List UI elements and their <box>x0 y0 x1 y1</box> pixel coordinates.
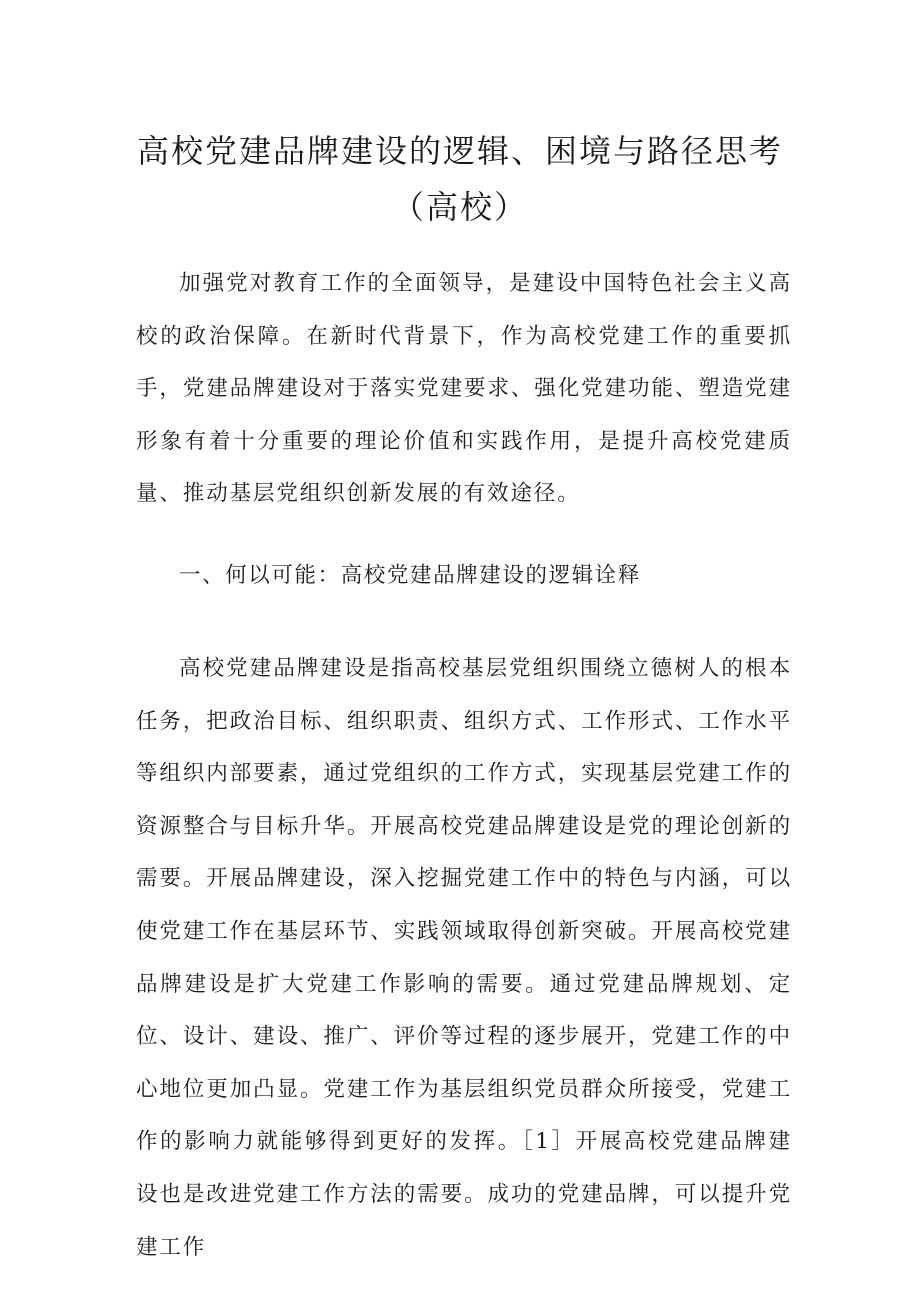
section-heading: 一、何以可能：高校党建品牌建设的逻辑诠释 <box>179 563 642 588</box>
document-subtitle: （高校） <box>391 188 528 226</box>
intro-paragraph: 加强党对教育工作的全面领导，是建设中国特色社会主义高校的政治保障。在新时代背景下，作为高校党建工作的重要抓手，党建品牌建设对于落实党建要求、强化党建功能、塑造党建形象有着十分重要的理论价值和实践作用，是提升高校党建质量、推动基层党组织创新发展的有效途径。 <box>136 271 792 507</box>
body-paragraph: 高校党建品牌建设是指高校基层党组织围绕立德树人的根本任务，把政治目标、组织职责、组织方式、工作形式、工作水平等组织内部要素，通过党组织的工作方式，实现基层党建工作的资源整合与目标升华。开展高校党建品牌建设是党的理论创新的需要。开展品牌建设，深入挖掘党建工作中的特色与内涵，可以使党建工作在基层环节、实践领域取得创新突破。开展高校党建品牌建设是扩大党建工作影响的需要。通过党建品牌规划、定位、设计、建设、推广、评价等过程的逐步展开，党建工作的中心地位更加凸显。党建工作为基层组织党员群众所接受，党建工作的影响力就能够得到更好的发挥。［1］开展高校党建品牌建设也是改进党建工作方法的需要。成功的党建品牌，可以提升党建工作 <box>136 656 792 1260</box>
document-title: 高校党建品牌建设的逻辑、困境与路径思考 <box>136 132 783 170</box>
